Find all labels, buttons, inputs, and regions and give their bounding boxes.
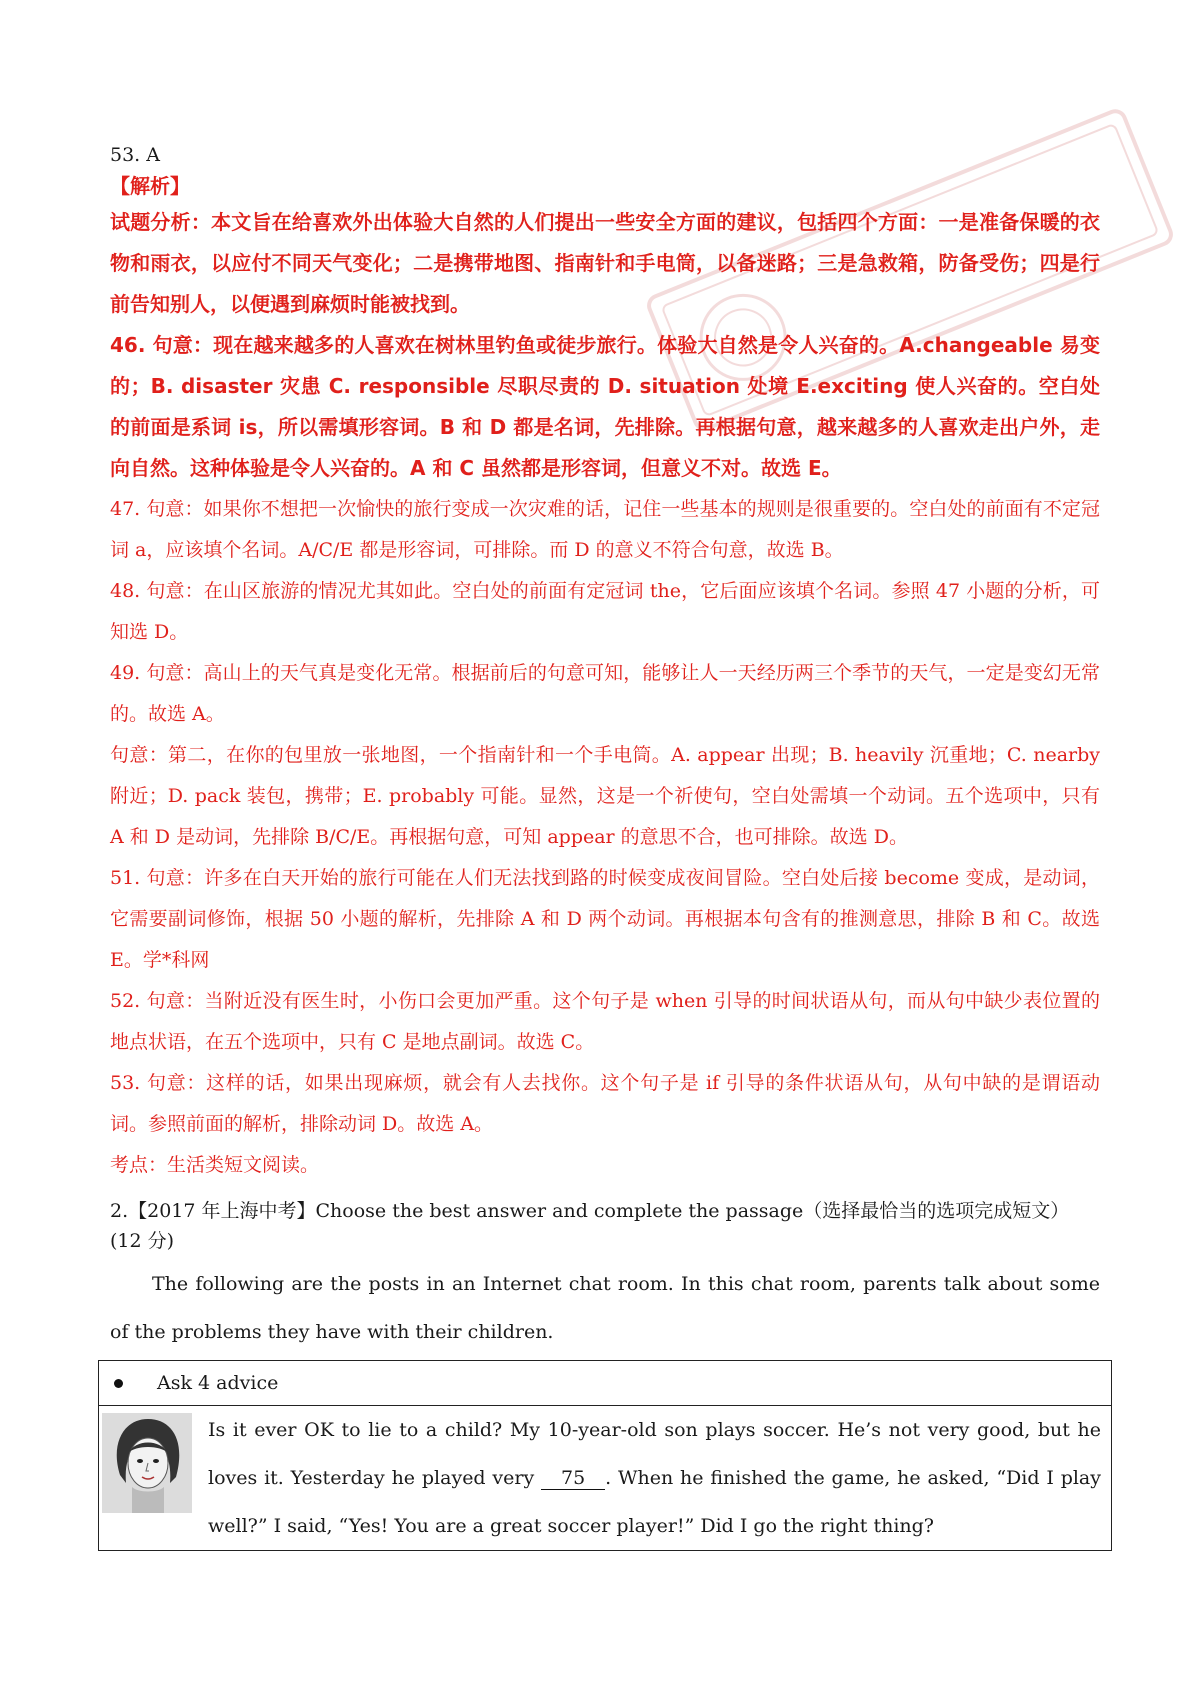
- chat-post-box: [98, 1360, 1112, 1551]
- analysis-item-50: 句意：第二，在你的包里放一张地图，一个指南针和一个手电筒。A. appear 出现；B. heavily 沉重地；C. nearby 附近；D. pack 装包，携带；E. probably 可能。显然，这是一个祈使句，空白处需填一个动词。五个选项中，只有 A 和 D 是动词，先排除 B/C/E。再根据句意，可知 appear 的意思不合，也可排除。故选 D。: [110, 744, 1100, 848]
- analysis-item-47: 47. 句意：如果你不想把一次愉快的旅行变成一次灾难的话，记住一些基本的规则是很重要的。空白处的前面有不定冠词 a，应该填个名词。A/C/E 都是形容词，可排除。而 D 的意义不符合句意，故选 B。: [110, 498, 1100, 561]
- analysis-item-51: 51. 句意：许多在白天开始的旅行可能在人们无法找到路的时候变成夜间冒险。空白处后接 become 变成，是动词，它需要副词修饰，根据 50 小题的解析，先排除 A 和 D 两个动词。再根据本句含有的推测意思，排除 B 和 C。故选 E。学*科网: [110, 867, 1100, 971]
- analysis-heading: 【解析】: [110, 174, 190, 198]
- post-text-before-blank: Is it ever OK to lie to a child? My 10-year-old son plays soccer. He’s not very good, but he loves it. Yesterday he played very: [208, 1419, 1101, 1489]
- analysis-item-53: 53. 句意：这样的话，如果出现麻烦，就会有人去找你。这个句子是 if 引导的条件状语从句，从句中缺的是谓语动词。参照前面的解析，排除动词 D。故选 A。: [110, 1072, 1100, 1135]
- answer-line: 53. A: [110, 144, 160, 166]
- analysis-item-49: 49. 句意：高山上的天气真是变化无常。根据前后的句意可知，能够让人一天经历两三个季节的天气，一定是变幻无常的。故选 A。: [110, 662, 1100, 725]
- post-text: [204, 1406, 1111, 1550]
- post-header: [99, 1361, 1111, 1406]
- post-text-after-blank: . When he finished the game, he asked, “Did I play well?” I said, “Yes! You are a great soccer player!” Did I go the right thing?: [208, 1467, 1101, 1537]
- bullet-icon: [114, 1379, 123, 1388]
- document-page: [110, 140, 1100, 1551]
- analysis-item-48: 48. 句意：在山区旅游的情况尤其如此。空白处的前面有定冠词 the，它后面应该填个名词。参照 47 小题的分析，可知选 D。: [110, 580, 1100, 643]
- analysis-summary: 试题分析：本文旨在给喜欢外出体验大自然的人们提出一些安全方面的建议，包括四个方面：一是准备保暖的衣物和雨衣，以应付不同天气变化；二是携带地图、指南针和手电筒，以备迷路；三是急救箱，防备受伤；四是行前告知别人，以便遇到麻烦时能被找到。: [110, 210, 1100, 316]
- post-header-label: Ask 4 advice: [157, 1372, 279, 1394]
- analysis-item-46: 46. 句意：现在越来越多的人喜欢在树林里钓鱼或徒步旅行。体验大自然是令人兴奋的。A.changeable 易变的；B. disaster 灾患 C. responsible 尽职尽责的 D. situation 处境 E.exciting 使人兴奋的。空白处的前面是系词 is，所以需填形容词。B 和 D 都是名词，先排除。再根据句意，越来越多的人喜欢走出户外，走向自然。这种体验是令人兴奋的。A 和 C 虽然都是形容词，但意义不对。故选 E。: [110, 333, 1100, 480]
- post-body: [99, 1406, 1111, 1550]
- analysis-item-52: 52. 句意：当附近没有医生时，小伤口会更加严重。这个句子是 when 引导的时间状语从句，而从句中缺少表位置的地点状语，在五个选项中，只有 C 是地点副词。故选 C。: [110, 990, 1100, 1053]
- blank-75: 75: [541, 1467, 605, 1490]
- passage-intro: The following are the posts in an Internet chat room. In this chat room, parents talk about some of the problems they have with their children.: [110, 1273, 1100, 1343]
- analysis-topic: 考点：生活类短文阅读。: [110, 1154, 320, 1176]
- section-title: 2.【2017 年上海中考】Choose the best answer and complete the passage（选择最恰当的选项完成短文）(12 分): [110, 1200, 1070, 1252]
- woman-avatar-icon: [102, 1413, 192, 1513]
